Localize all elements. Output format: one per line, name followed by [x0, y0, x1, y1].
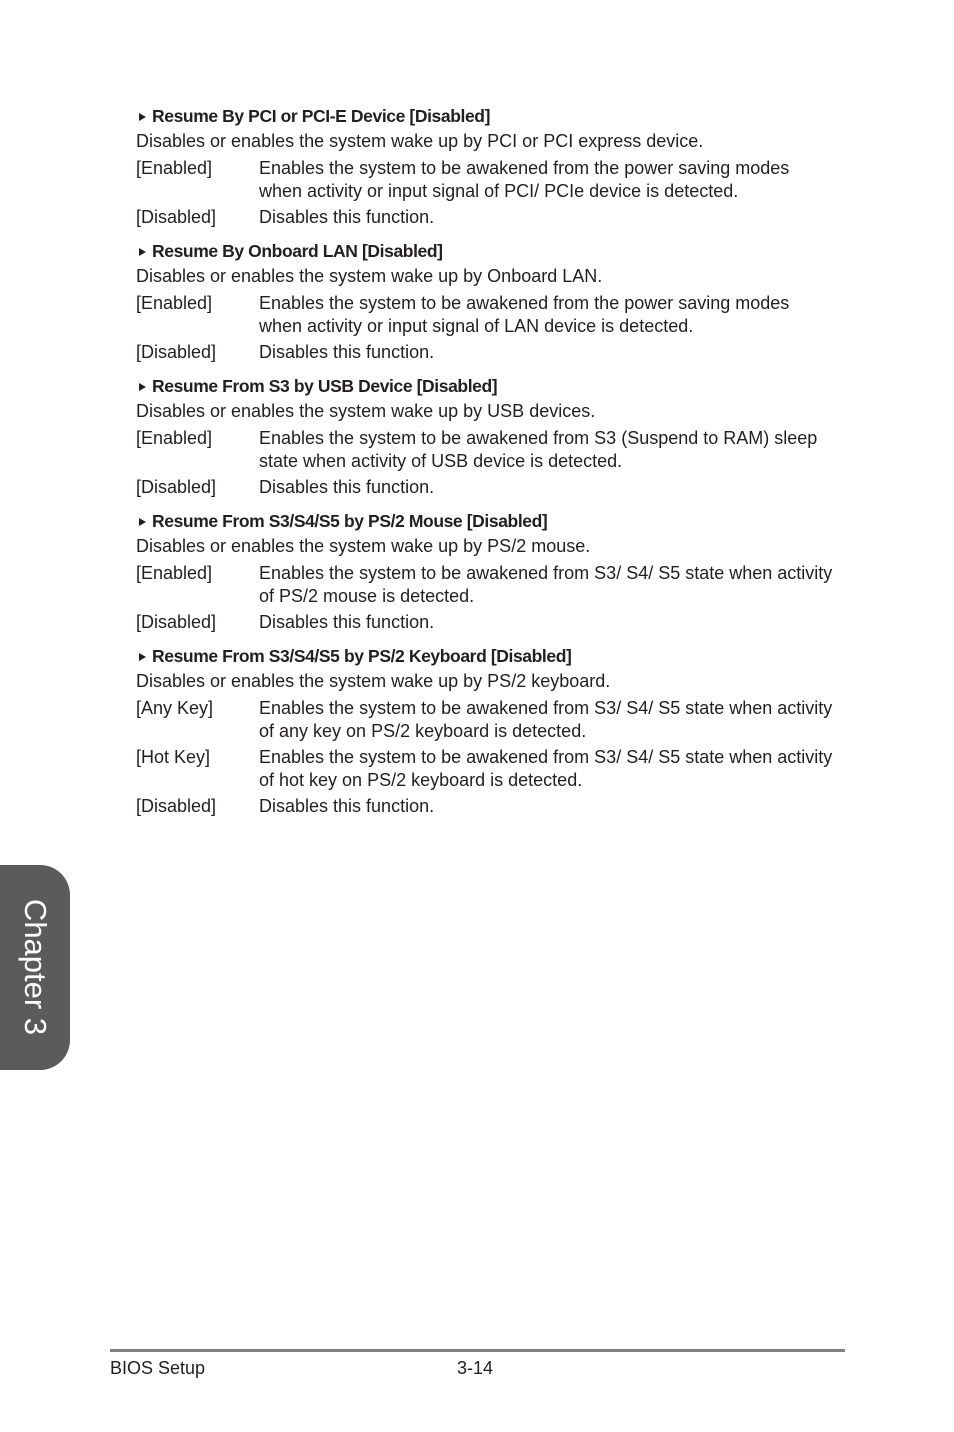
setting-section [136, 239, 836, 364]
option-key: [Enabled] [136, 293, 213, 313]
option-text: Enables the system to be awakened from S3/ S4/ S5 state when activity of hot key on PS/2 keyboard is detected. [259, 747, 833, 790]
option-row [136, 292, 836, 338]
option-text: Enables the system to be awakened from the power saving modes when activity or input signal of PCI/ PCIe device is detected. [259, 158, 790, 201]
option-key: [Disabled] [136, 342, 217, 362]
setting-description: Disables or enables the system wake up by USB devices. [136, 401, 596, 421]
document-body [136, 104, 836, 828]
option-text: Disables this function. [259, 477, 435, 497]
setting-heading [136, 374, 836, 398]
option-key: [Enabled] [136, 428, 213, 448]
option-text: Disables this function. [259, 612, 435, 632]
option-text: Enables the system to be awakened from S3 (Suspend to RAM) sleep state when activity of USB device is detected. [259, 428, 818, 471]
option-key: [Hot Key] [136, 747, 211, 767]
setting-section [136, 644, 836, 818]
triangle-bullet-icon [139, 383, 146, 391]
footer-section-title: BIOS Setup [110, 1358, 206, 1378]
option-text: Enables the system to be awakened from S3/ S4/ S5 state when activity of any key on PS/2 keyboard is detected. [259, 698, 833, 741]
option-text: Disables this function. [259, 796, 435, 816]
option-key: [Disabled] [136, 207, 217, 227]
option-key: [Any Key] [136, 698, 214, 718]
setting-title: Resume By PCI or PCI-E Device [Disabled] [152, 106, 490, 126]
chapter-tab-label: Chapter 3 [18, 898, 53, 1036]
setting-heading [136, 644, 836, 668]
option-text: Enables the system to be awakened from S3/ S4/ S5 state when activity of PS/2 mouse is detected. [259, 563, 833, 606]
option-key: [Enabled] [136, 563, 213, 583]
setting-title: Resume From S3/S4/S5 by PS/2 Mouse [Disabled] [152, 511, 548, 531]
option-row [136, 611, 836, 634]
option-row [136, 206, 836, 229]
option-text: Enables the system to be awakened from the power saving modes when activity or input signal of LAN device is detected. [259, 293, 790, 336]
option-text: Disables this function. [259, 207, 435, 227]
option-row [136, 795, 836, 818]
triangle-bullet-icon [139, 653, 146, 661]
setting-title: Resume From S3/S4/S5 by PS/2 Keyboard [Disabled] [152, 646, 572, 666]
setting-description: Disables or enables the system wake up by PS/2 mouse. [136, 536, 591, 556]
setting-title: Resume By Onboard LAN [Disabled] [152, 241, 443, 261]
option-row [136, 697, 836, 743]
setting-heading [136, 104, 836, 128]
option-key: [Enabled] [136, 158, 213, 178]
setting-description: Disables or enables the system wake up by PS/2 keyboard. [136, 671, 611, 691]
option-row [136, 746, 836, 792]
option-row [136, 562, 836, 608]
option-key: [Disabled] [136, 796, 217, 816]
setting-description: Disables or enables the system wake up by Onboard LAN. [136, 266, 603, 286]
triangle-bullet-icon [139, 518, 146, 526]
option-row [136, 157, 836, 203]
setting-section [136, 104, 836, 229]
option-row [136, 476, 836, 499]
footer-divider [110, 1349, 845, 1352]
option-row [136, 341, 836, 364]
option-row [136, 427, 836, 473]
setting-section [136, 374, 836, 499]
setting-heading [136, 509, 836, 533]
triangle-bullet-icon [139, 113, 146, 121]
setting-heading [136, 239, 836, 263]
option-key: [Disabled] [136, 477, 217, 497]
footer-page-number: 3-14 [457, 1358, 494, 1378]
chapter-tab [0, 865, 70, 1070]
option-text: Disables this function. [259, 342, 435, 362]
option-key: [Disabled] [136, 612, 217, 632]
setting-description: Disables or enables the system wake up by PCI or PCI express device. [136, 131, 704, 151]
setting-section [136, 509, 836, 634]
triangle-bullet-icon [139, 248, 146, 256]
setting-title: Resume From S3 by USB Device [Disabled] [152, 376, 498, 396]
